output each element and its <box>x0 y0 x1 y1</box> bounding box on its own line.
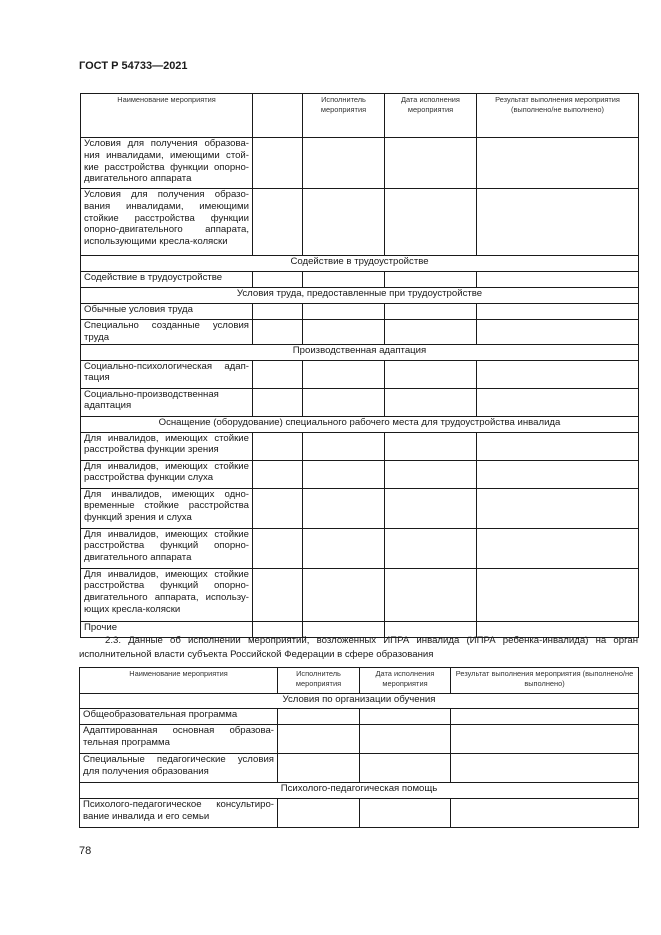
activity-name: Для инвалидов, имеющих стойкие расстройства функции зрения <box>81 432 253 460</box>
section-row <box>80 783 639 799</box>
activity-name: Для инвалидов, имеющих стойкие расстройства функций опорно-двигательного аппарата, использу-ющих кресла-коляски <box>81 568 253 621</box>
header-cell: Результат выполнения мероприятия (выполнено/не выполнено) <box>477 94 639 138</box>
activities-table-2 <box>79 667 639 828</box>
empty-cell <box>451 799 639 828</box>
empty-cell <box>303 272 385 288</box>
activity-name: Специально созданные условия труда <box>81 320 253 345</box>
empty-cell <box>477 272 639 288</box>
table-row <box>81 488 639 528</box>
header-cell <box>253 94 303 138</box>
empty-cell <box>303 460 385 488</box>
empty-cell <box>303 360 385 388</box>
activity-name: Обычные условия труда <box>81 304 253 320</box>
table-row <box>81 138 639 189</box>
empty-cell <box>303 320 385 345</box>
empty-cell <box>477 488 639 528</box>
empty-cell <box>477 528 639 568</box>
empty-cell <box>303 304 385 320</box>
empty-cell <box>278 709 360 725</box>
empty-cell <box>360 754 451 783</box>
empty-cell <box>385 488 477 528</box>
empty-cell <box>385 528 477 568</box>
section-title: Оснащение (оборудование) специального рабочего места для трудоустройства инвалида <box>81 416 639 432</box>
table-row <box>81 272 639 288</box>
activity-name: Для инвалидов, имеющих стойкие расстройства функции слуха <box>81 460 253 488</box>
page-number: 78 <box>79 845 92 857</box>
table-row <box>80 754 639 783</box>
empty-cell <box>303 138 385 189</box>
empty-cell <box>278 725 360 754</box>
table-header-row <box>81 94 639 138</box>
section-title: Условия труда, предоставленные при трудоустройстве <box>81 288 639 304</box>
header-cell: Наименование мероприятия <box>81 94 253 138</box>
activities-table-1 <box>80 93 639 638</box>
activity-name: Адаптированная основная образова-тельная программа <box>80 725 278 754</box>
header-cell: Исполнитель мероприятия <box>278 668 360 694</box>
empty-cell <box>477 189 639 256</box>
section-row <box>81 416 639 432</box>
empty-cell <box>385 568 477 621</box>
table-row <box>80 799 639 828</box>
table-row <box>81 568 639 621</box>
section-row <box>81 256 639 272</box>
header-cell: Дата исполнения мероприятия <box>385 94 477 138</box>
empty-cell <box>253 360 303 388</box>
header-cell: Наименование мероприятия <box>80 668 278 694</box>
empty-cell <box>303 488 385 528</box>
empty-cell <box>253 432 303 460</box>
empty-cell <box>385 138 477 189</box>
empty-cell <box>477 320 639 345</box>
activity-name: Прочие <box>81 621 253 637</box>
empty-cell <box>253 304 303 320</box>
table-row <box>81 189 639 256</box>
table-header-row <box>80 668 639 694</box>
empty-cell <box>253 528 303 568</box>
empty-cell <box>477 568 639 621</box>
table-row <box>80 709 639 725</box>
empty-cell <box>303 432 385 460</box>
table-row <box>81 320 639 345</box>
empty-cell <box>253 460 303 488</box>
section-paragraph: 2.3. Данные об исполнении мероприятий, возложенных ИПРА инвалида (ИПРА ребенка-инвалида) на орган исполнительной власти субъекта Российской Федерации в сфере образования <box>79 635 638 660</box>
empty-cell <box>360 799 451 828</box>
section-title: Производственная адаптация <box>81 344 639 360</box>
empty-cell <box>253 388 303 416</box>
section-row <box>81 288 639 304</box>
header-cell: Результат выполнения мероприятия (выполнено/не выполнено) <box>451 668 639 694</box>
empty-cell <box>477 360 639 388</box>
section-row <box>81 344 639 360</box>
empty-cell <box>303 528 385 568</box>
empty-cell <box>303 189 385 256</box>
table-row <box>81 360 639 388</box>
activity-name: Условия для получения образова-ния инвалидами, имеющими стой-кие расстройства функции опорно-двигательного аппарата <box>81 138 253 189</box>
empty-cell <box>253 488 303 528</box>
empty-cell <box>360 709 451 725</box>
activity-name: Специальные педагогические условия для получения образования <box>80 754 278 783</box>
activity-name: Психолого-педагогическое консультиро-вание инвалида и его семьи <box>80 799 278 828</box>
table-row <box>81 304 639 320</box>
empty-cell <box>385 432 477 460</box>
activity-name: Общеобразовательная программа <box>80 709 278 725</box>
empty-cell <box>253 320 303 345</box>
section-title: Условия по организации обучения <box>80 694 639 709</box>
empty-cell <box>385 272 477 288</box>
empty-cell <box>253 138 303 189</box>
table-row <box>81 528 639 568</box>
empty-cell <box>477 138 639 189</box>
table-row <box>80 725 639 754</box>
activity-name: Для инвалидов, имеющих стойкие расстройства функций опорно-двигательного аппарата <box>81 528 253 568</box>
activity-name: Социально-психологическая адап-тация <box>81 360 253 388</box>
table-row <box>81 388 639 416</box>
empty-cell <box>385 388 477 416</box>
empty-cell <box>253 568 303 621</box>
empty-cell <box>278 799 360 828</box>
table-row <box>81 460 639 488</box>
empty-cell <box>278 754 360 783</box>
empty-cell <box>303 568 385 621</box>
activity-name: Условия для получения образо-вания инвалидами, имеющими стойкие расстройства функции опорно-двигательного аппарата, использующими кресла-коляски <box>81 189 253 256</box>
section-title: Психолого-педагогическая помощь <box>80 783 639 799</box>
empty-cell <box>477 304 639 320</box>
empty-cell <box>477 388 639 416</box>
empty-cell <box>451 754 639 783</box>
table-row <box>81 432 639 460</box>
header-cell: Исполнитель мероприятия <box>303 94 385 138</box>
empty-cell <box>385 320 477 345</box>
empty-cell <box>385 360 477 388</box>
empty-cell <box>385 304 477 320</box>
header-cell: Дата исполнения мероприятия <box>360 668 451 694</box>
empty-cell <box>303 388 385 416</box>
activity-name: Социально-производственная адаптация <box>81 388 253 416</box>
activity-name: Для инвалидов, имеющих одно-временные стойкие расстройства функций зрения и слуха <box>81 488 253 528</box>
empty-cell <box>385 189 477 256</box>
empty-cell <box>451 725 639 754</box>
section-title: Содействие в трудоустройстве <box>81 256 639 272</box>
empty-cell <box>253 272 303 288</box>
empty-cell <box>253 189 303 256</box>
section-row <box>80 694 639 709</box>
document-header: ГОСТ Р 54733—2021 <box>79 60 188 72</box>
empty-cell <box>360 725 451 754</box>
activity-name: Содействие в трудоустройстве <box>81 272 253 288</box>
empty-cell <box>451 709 639 725</box>
empty-cell <box>477 432 639 460</box>
empty-cell <box>385 460 477 488</box>
empty-cell <box>477 460 639 488</box>
